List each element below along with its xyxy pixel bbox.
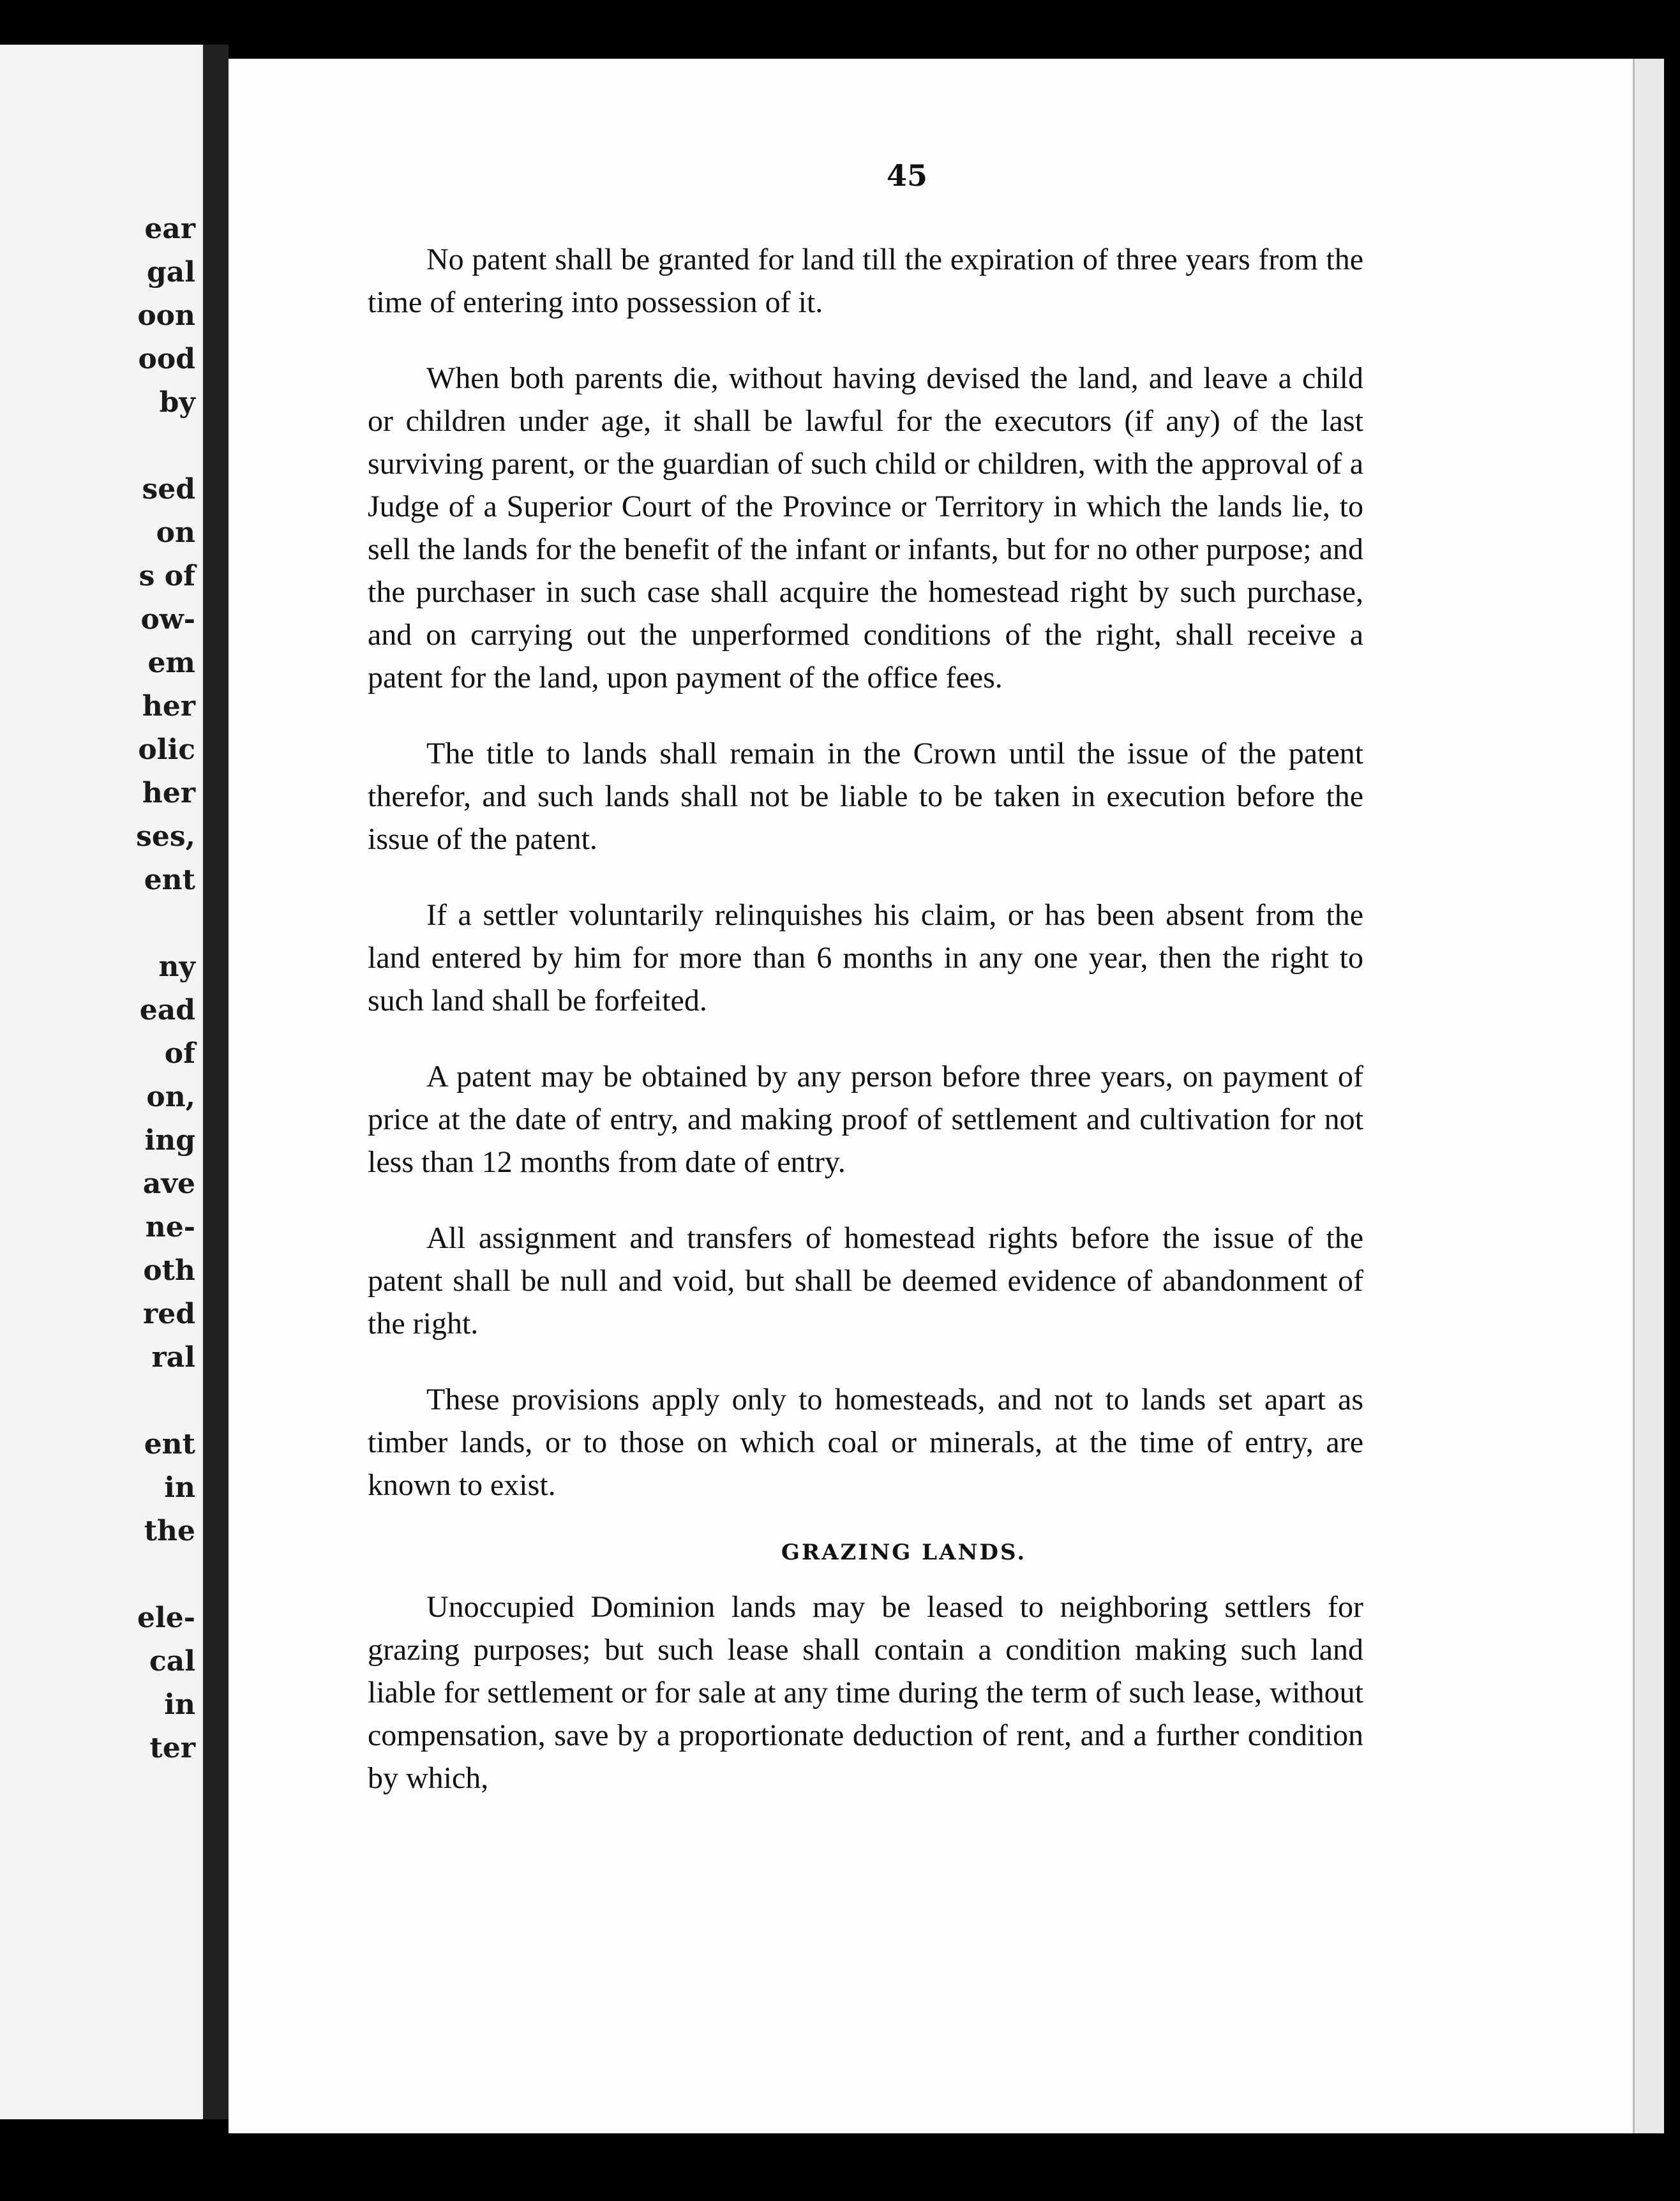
left-page-fragment: her — [142, 777, 195, 809]
left-page-fragment: ele- — [137, 1602, 195, 1634]
paragraph: The title to lands shall remain in the Crown until the issue of the patent therefor, and such lands shall not be liable to be taken in execution before the issue of the patent. — [368, 737, 1363, 856]
left-page-fragment: ead — [139, 994, 195, 1026]
left-page-fragment: ral — [151, 1341, 195, 1374]
section-heading: GRAZING LANDS. — [781, 1540, 1027, 1565]
left-page-fragment: in — [164, 1688, 195, 1721]
page-text — [368, 158, 1363, 1833]
left-page-fragment: sed — [142, 473, 195, 506]
left-page-fragment: em — [147, 647, 195, 679]
left-page-fragment — [136, 1379, 195, 1423]
paragraph: When both parents die, without having devised the land, and leave a child or children under age, it shall be lawful for the executors (if any) of the last surviving parent, or the guardian of such child or children, with the approval of a Judge of a Superior Court of the Province or Territory in which the lands lie, to sell the lands for the benefit of the infant or infants, but for no other purpose; and the purchaser in such case shall acquire the homestead right by such purchase, and on carrying out the unperformed conditions of the right, shall receive a patent for the land, upon payment of the office fees. — [368, 361, 1363, 695]
left-page-fragment: ear — [144, 213, 195, 245]
left-page-fragment — [136, 902, 195, 945]
book-gutter — [203, 45, 229, 2119]
left-page-fragment: in — [164, 1471, 195, 1504]
left-page-fragment: oth — [143, 1254, 195, 1287]
left-page-fragment: ne- — [145, 1211, 195, 1243]
left-page-fragment: her — [142, 690, 195, 723]
paragraph: A patent may be obtained by any person before three years, on payment of price at the date of entry, and making proof of settlement and cultivation for not less than 12 months from date of entry. — [368, 1060, 1363, 1179]
left-page-fragment: olic — [138, 733, 195, 766]
left-page-fragment: the — [144, 1515, 195, 1547]
left-page-fragment: ent — [144, 1428, 195, 1461]
left-page — [0, 45, 203, 2119]
left-page-fragment: ing — [144, 1124, 195, 1157]
left-page-fragment: on — [156, 516, 195, 549]
left-page-fragment: ood — [138, 343, 195, 375]
paragraph: These provisions apply only to homesteads, and not to lands set apart as timber lands, or to those on which coal or minerals, at the time of entry, are known to exist. — [368, 1383, 1363, 1502]
right-page — [229, 59, 1633, 2133]
left-page-fragment: red — [143, 1298, 195, 1330]
paragraph: All assignment and transfers of homestead rights before the issue of the patent shall be null and void, but shall be deemed evidence of abandonment of the right. — [368, 1221, 1363, 1341]
left-page-fragment: ent — [144, 864, 195, 896]
left-page-fragment: ow- — [140, 603, 195, 636]
left-page-fragment: ter — [149, 1732, 195, 1764]
left-page-fragment: ave — [142, 1168, 195, 1200]
left-page-fragment — [136, 424, 195, 468]
left-page-fragment — [136, 1553, 195, 1596]
paragraph: If a settler voluntarily relinquishes his claim, or has been absent from the land entered by him for more than 6 months in any one year, then the right to such land shall be forfeited. — [368, 898, 1363, 1018]
left-page-fragment: of — [164, 1037, 195, 1070]
left-page-fragment: cal — [149, 1645, 195, 1678]
paragraph: Unoccupied Dominion lands may be leased to neighboring settlers for grazing purposes; but such lease shall contain a condition making such land liable for settlement or for sale at any time during the term of such lease, without compensation, save by a proportionate deduction of rent, and a further condition by which, — [368, 1590, 1363, 1795]
left-page-fragment: on, — [146, 1081, 195, 1113]
page-number: 45 — [886, 158, 927, 193]
paragraph: No patent shall be granted for land till the expiration of three years from the time of entering into possession of it. — [368, 243, 1363, 319]
left-page-fragment: oon — [137, 299, 195, 332]
left-page-text-fragments — [136, 207, 195, 1770]
left-page-fragment: s of — [139, 560, 195, 592]
left-page-fragment: gal — [147, 256, 195, 289]
left-page-fragment: ny — [158, 950, 195, 983]
left-page-fragment: by — [159, 386, 195, 419]
left-page-fragment: ses, — [136, 820, 195, 853]
page-edge — [1633, 59, 1664, 2133]
